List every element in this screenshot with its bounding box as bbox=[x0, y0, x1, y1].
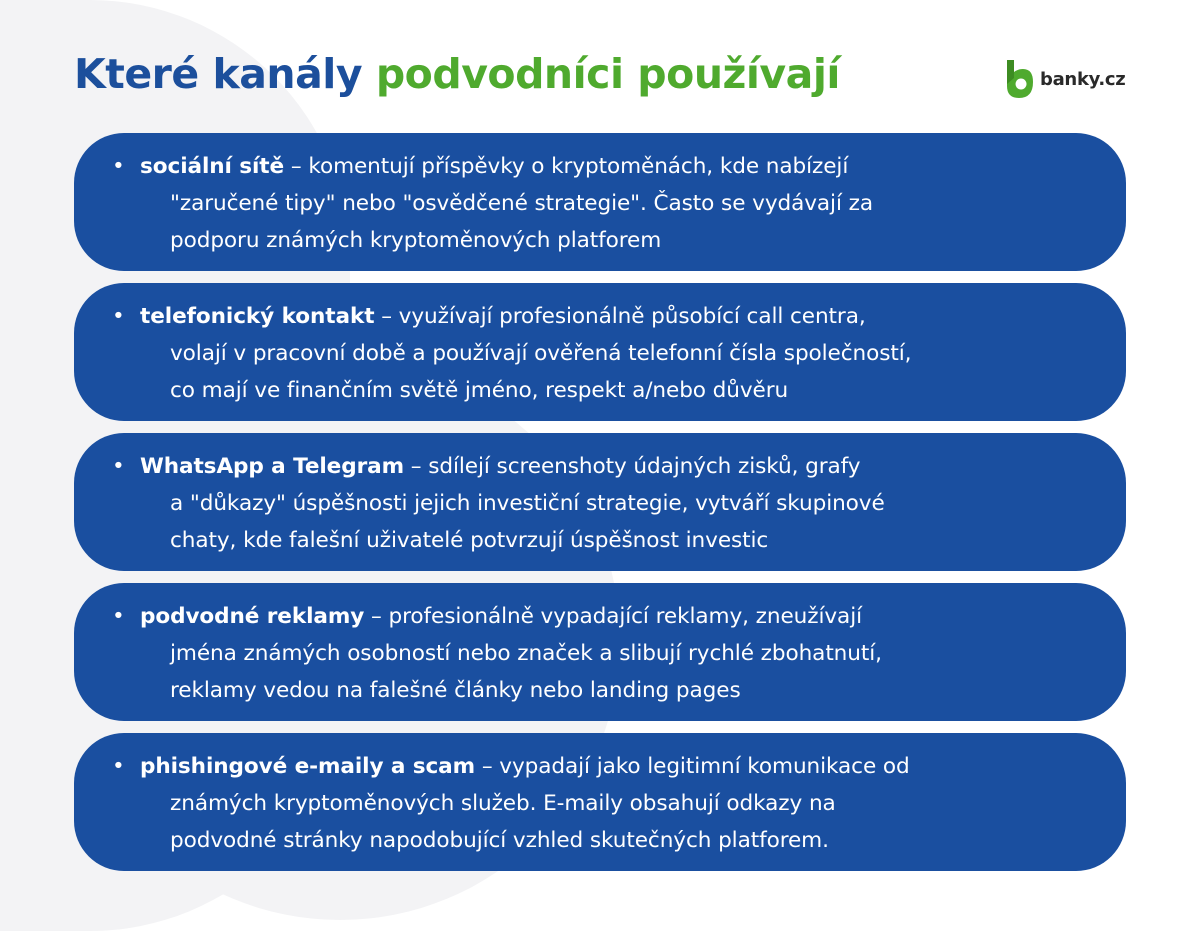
card-text-line: – sdílejí screenshoty údajných zisků, grafy bbox=[404, 454, 861, 479]
card-text-line: reklamy vedou na falešné články nebo landing pages bbox=[170, 678, 741, 703]
channel-card-phishing bbox=[74, 733, 1126, 871]
banky-logo[interactable] bbox=[1004, 58, 1125, 100]
card-term: phishingové e-maily a scam bbox=[140, 754, 476, 779]
card-term: podvodné reklamy bbox=[140, 604, 365, 629]
card-text-line: podporu známých kryptoměnových platforem bbox=[170, 228, 662, 253]
card-text-line: jména známých osobností nebo značek a slibují rychlé zbohatnutí, bbox=[170, 641, 882, 666]
channel-card-fraud-ads bbox=[74, 583, 1126, 721]
channel-card-whatsapp-telegram bbox=[74, 433, 1126, 571]
card-text-line: známých kryptoměnových služeb. E-maily obsahují odkazy na bbox=[170, 791, 836, 816]
card-text-line: "zaručené tipy" nebo "osvědčené strategie". Často se vydávají za bbox=[170, 191, 873, 216]
bullet: • bbox=[112, 754, 125, 779]
title-part-green: podvodníci používají bbox=[375, 50, 840, 98]
logo-text: banky.cz bbox=[1040, 68, 1126, 90]
page-title bbox=[74, 50, 840, 99]
title-part-blue: Které kanály bbox=[74, 50, 363, 98]
banky-b-logo-icon bbox=[1004, 58, 1034, 100]
card-term: WhatsApp a Telegram bbox=[140, 454, 405, 479]
card-text-line: – komentují příspěvky o kryptoměnách, kde nabízejí bbox=[284, 154, 849, 179]
card-text-line: chaty, kde falešní uživatelé potvrzují úspěšnost investic bbox=[170, 528, 769, 553]
card-text-line: co mají ve finančním světě jméno, respekt a/nebo důvěru bbox=[170, 378, 789, 403]
channel-cards bbox=[74, 133, 1126, 883]
bullet: • bbox=[112, 304, 125, 329]
card-text-line: – využívají profesionálně působící call centra, bbox=[374, 304, 866, 329]
card-text-line: – vypadají jako legitimní komunikace od bbox=[475, 754, 910, 779]
channel-card-social-networks bbox=[74, 133, 1126, 271]
bullet: • bbox=[112, 604, 125, 629]
card-text-line: – profesionálně vypadající reklamy, zneužívají bbox=[364, 604, 862, 629]
card-text-line: a "důkazy" úspěšnosti jejich investiční strategie, vytváří skupinové bbox=[170, 491, 885, 516]
channel-card-phone-contact bbox=[74, 283, 1126, 421]
bullet: • bbox=[112, 154, 125, 179]
card-text-line: podvodné stránky napodobující vzhled skutečných platforem. bbox=[170, 828, 829, 853]
card-term: telefonický kontakt bbox=[140, 304, 375, 329]
card-text-line: volají v pracovní době a používají ověřená telefonní čísla společností, bbox=[170, 341, 912, 366]
bullet: • bbox=[112, 454, 125, 479]
card-term: sociální sítě bbox=[140, 154, 285, 179]
